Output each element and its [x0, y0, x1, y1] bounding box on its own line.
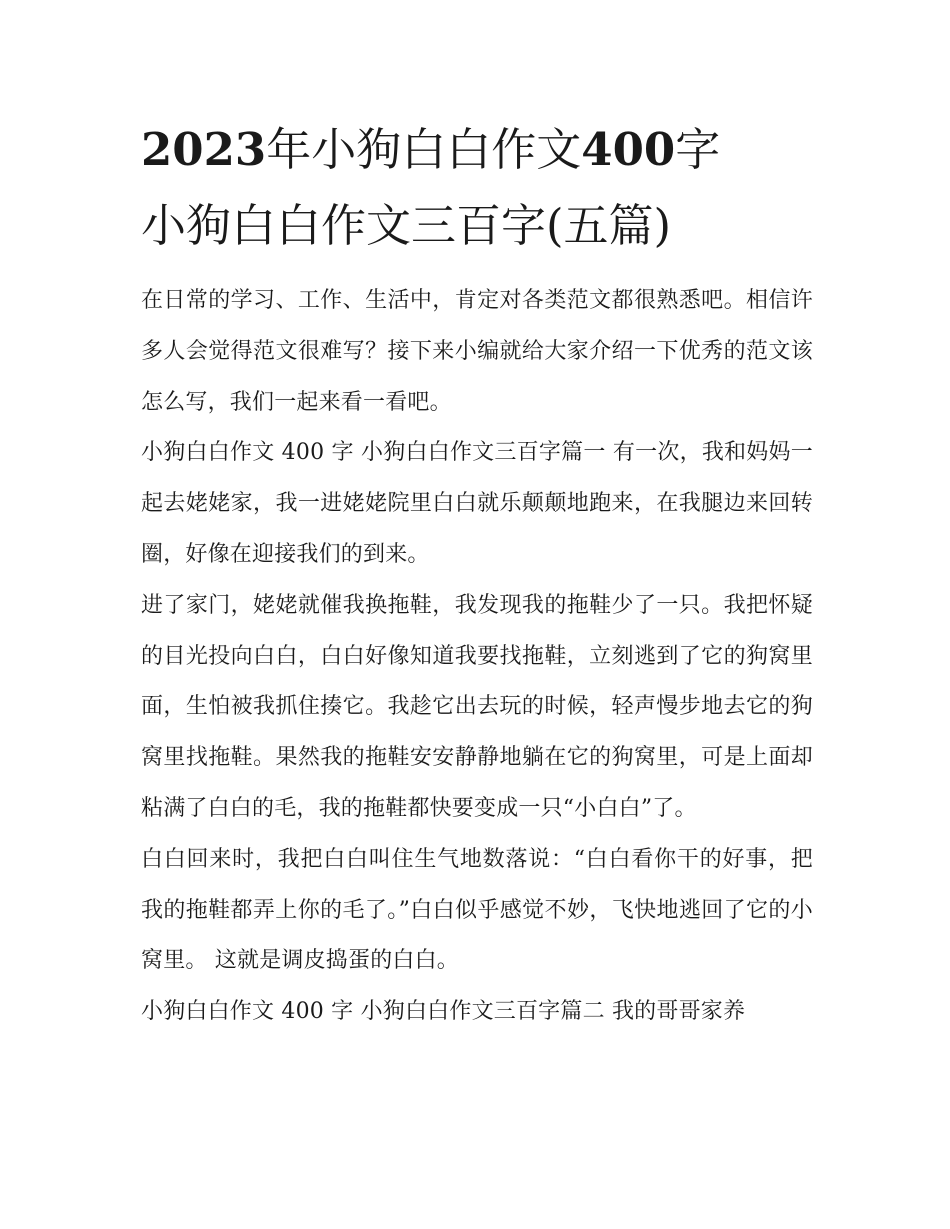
title-text-b: 字: [675, 123, 721, 176]
title-text-a: 年小狗白白作文: [266, 123, 582, 176]
title-number: 400: [581, 123, 676, 176]
paragraph-slipper: 进了家门，姥姥就催我换拖鞋，我发现我的拖鞋少了一只。我把怀疑的目光投向白白，白白好像知道我要找拖鞋，立刻逃到了它的狗窝里面，生怕被我抓住揍它。我趁它出去玩的时候，轻声慢步地去它的狗窝里找拖鞋。果然我的拖鞋安安静静地躺在它的狗窝里，可是上面却粘满了白白的毛，我的拖鞋都快要变成一只“小白白”了。: [141, 592, 813, 821]
title-year: 2023: [141, 123, 267, 176]
document-page: [141, 112, 813, 1038]
paragraph-essay-one-start: 小狗白白作文 400 字 小狗白白作文三百字篇一 有一次，我和妈妈一起去姥姥家，我一进姥姥院里白白就乐颠颠地跑来，在我腿边来回转圈，好像在迎接我们的到来。: [141, 440, 813, 567]
document-title: [141, 112, 813, 264]
title-line-1: [141, 112, 813, 188]
title-line-2: 小狗白白作文三百字(五篇): [141, 199, 672, 252]
document-body: [141, 276, 813, 1038]
paragraph-essay-two-start: 小狗白白作文 400 字 小狗白白作文三百字篇二 我的哥哥家养: [141, 999, 746, 1025]
paragraph-intro: 在日常的学习、工作、生活中，肯定对各类范文都很熟悉吧。相信许多人会觉得范文很难写？接下来小编就给大家介绍一下优秀的范文该怎么写，我们一起来看一看吧。: [141, 288, 813, 415]
paragraph-scolding: 白白回来时，我把白白叫住生气地数落说：“白白看你干的好事，把我的拖鞋都弄上你的毛了。”白白似乎感觉不妙，飞快地逃回了它的小窝里。 这就是调皮捣蛋的白白。: [141, 846, 813, 974]
